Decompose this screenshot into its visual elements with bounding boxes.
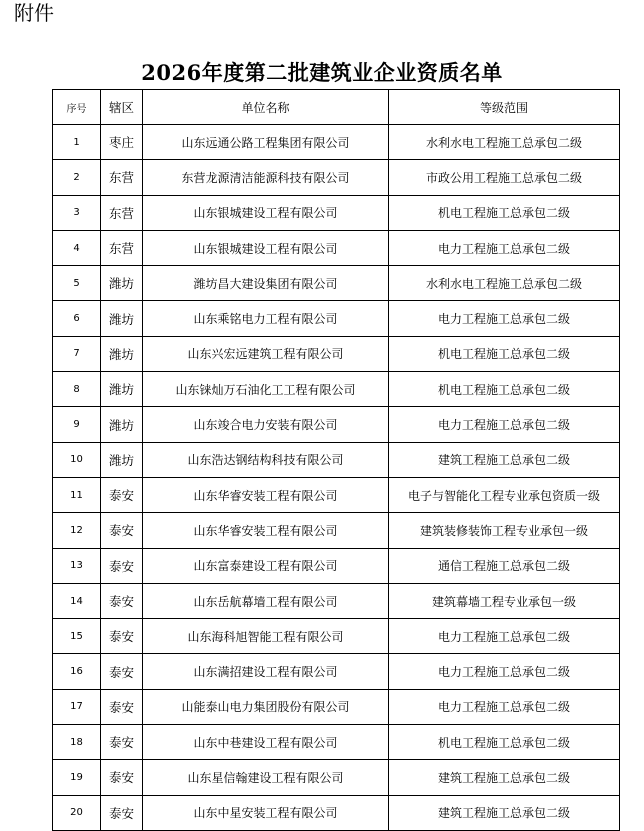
district: 泰安: [101, 583, 143, 618]
district: 泰安: [101, 513, 143, 548]
grade-scope: 电力工程施工总承包二级: [389, 407, 620, 442]
row-number: 16: [53, 654, 101, 689]
row-number: 12: [53, 513, 101, 548]
grade-scope: 机电工程施工总承包二级: [389, 725, 620, 760]
table-row: [53, 477, 620, 512]
qualification-table: [52, 89, 620, 831]
table-row: [53, 407, 620, 442]
company-name: 山东银城建设工程有限公司: [143, 230, 389, 265]
row-number: 19: [53, 760, 101, 795]
company-name: 山东满招建设工程有限公司: [143, 654, 389, 689]
district: 潍坊: [101, 301, 143, 336]
district: 泰安: [101, 619, 143, 654]
grade-scope: 电力工程施工总承包二级: [389, 689, 620, 724]
table-row: [53, 689, 620, 724]
district: 枣庄: [101, 125, 143, 160]
column-header-number: 序号: [53, 90, 101, 125]
company-name: 山东富泰建设工程有限公司: [143, 548, 389, 583]
company-name: 山东星信翰建设工程有限公司: [143, 760, 389, 795]
row-number: 8: [53, 372, 101, 407]
grade-scope: 电力工程施工总承包二级: [389, 301, 620, 336]
row-number: 6: [53, 301, 101, 336]
district: 泰安: [101, 477, 143, 512]
row-number: 10: [53, 442, 101, 477]
grade-scope: 电子与智能化工程专业承包资质一级: [389, 477, 620, 512]
company-name: 山东中星安装工程有限公司: [143, 795, 389, 830]
district: 潍坊: [101, 407, 143, 442]
company-name: 山东中巷建设工程有限公司: [143, 725, 389, 760]
attachment-label: 附件: [14, 1, 54, 25]
table-row: [53, 619, 620, 654]
row-number: 2: [53, 160, 101, 195]
table-row: [53, 442, 620, 477]
row-number: 9: [53, 407, 101, 442]
company-name: 山东海科旭智能工程有限公司: [143, 619, 389, 654]
table-body: [53, 125, 620, 831]
company-name: 东营龙源清洁能源科技有限公司: [143, 160, 389, 195]
table-row: [53, 195, 620, 230]
table-row: [53, 795, 620, 830]
district: 潍坊: [101, 336, 143, 371]
row-number: 5: [53, 266, 101, 301]
row-number: 15: [53, 619, 101, 654]
table-header-row: [53, 90, 620, 125]
table-row: [53, 654, 620, 689]
district: 泰安: [101, 689, 143, 724]
grade-scope: 机电工程施工总承包二级: [389, 195, 620, 230]
grade-scope: 建筑工程施工总承包二级: [389, 760, 620, 795]
company-name: 山东乘铭电力工程有限公司: [143, 301, 389, 336]
district: 潍坊: [101, 266, 143, 301]
grade-scope: 机电工程施工总承包二级: [389, 372, 620, 407]
company-name: 山东岳航幕墙工程有限公司: [143, 583, 389, 618]
table-row: [53, 583, 620, 618]
grade-scope: 电力工程施工总承包二级: [389, 619, 620, 654]
grade-scope: 建筑工程施工总承包二级: [389, 442, 620, 477]
column-header-district: 辖区: [101, 90, 143, 125]
grade-scope: 电力工程施工总承包二级: [389, 230, 620, 265]
company-name: 山东竣合电力安装有限公司: [143, 407, 389, 442]
row-number: 7: [53, 336, 101, 371]
district: 泰安: [101, 654, 143, 689]
row-number: 14: [53, 583, 101, 618]
table-row: [53, 725, 620, 760]
table-row: [53, 301, 620, 336]
company-name: 山东铼灿万石油化工工程有限公司: [143, 372, 389, 407]
table-row: [53, 336, 620, 371]
district: 东营: [101, 195, 143, 230]
grade-scope: 机电工程施工总承包二级: [389, 336, 620, 371]
district: 泰安: [101, 760, 143, 795]
company-name: 山东华睿安装工程有限公司: [143, 477, 389, 512]
table-row: [53, 125, 620, 160]
row-number: 3: [53, 195, 101, 230]
district: 潍坊: [101, 372, 143, 407]
district: 潍坊: [101, 442, 143, 477]
grade-scope: 建筑装修装饰工程专业承包一级: [389, 513, 620, 548]
district: 东营: [101, 160, 143, 195]
grade-scope: 水利水电工程施工总承包二级: [389, 266, 620, 301]
company-name: 山东银城建设工程有限公司: [143, 195, 389, 230]
grade-scope: 建筑工程施工总承包二级: [389, 795, 620, 830]
table-row: [53, 513, 620, 548]
district: 泰安: [101, 548, 143, 583]
table-row: [53, 266, 620, 301]
table-row: [53, 230, 620, 265]
row-number: 4: [53, 230, 101, 265]
table-row: [53, 160, 620, 195]
grade-scope: 电力工程施工总承包二级: [389, 654, 620, 689]
row-number: 11: [53, 477, 101, 512]
company-name: 山东华睿安装工程有限公司: [143, 513, 389, 548]
district: 东营: [101, 230, 143, 265]
grade-scope: 通信工程施工总承包二级: [389, 548, 620, 583]
company-name: 山东兴宏远建筑工程有限公司: [143, 336, 389, 371]
company-name: 潍坊昌大建设集团有限公司: [143, 266, 389, 301]
row-number: 1: [53, 125, 101, 160]
company-name: 山东浩达钢结构科技有限公司: [143, 442, 389, 477]
table-row: [53, 372, 620, 407]
grade-scope: 水利水电工程施工总承包二级: [389, 125, 620, 160]
table-row: [53, 760, 620, 795]
page-title: 2026年度第二批建筑业企业资质名单: [141, 60, 503, 85]
row-number: 20: [53, 795, 101, 830]
company-name: 山东远通公路工程集团有限公司: [143, 125, 389, 160]
district: 泰安: [101, 795, 143, 830]
company-name: 山能泰山电力集团股份有限公司: [143, 689, 389, 724]
row-number: 18: [53, 725, 101, 760]
grade-scope: 建筑幕墙工程专业承包一级: [389, 583, 620, 618]
column-header-grade-scope: 等级范围: [389, 90, 620, 125]
grade-scope: 市政公用工程施工总承包二级: [389, 160, 620, 195]
table-row: [53, 548, 620, 583]
column-header-company-name: 单位名称: [143, 90, 389, 125]
district: 泰安: [101, 725, 143, 760]
row-number: 17: [53, 689, 101, 724]
row-number: 13: [53, 548, 101, 583]
